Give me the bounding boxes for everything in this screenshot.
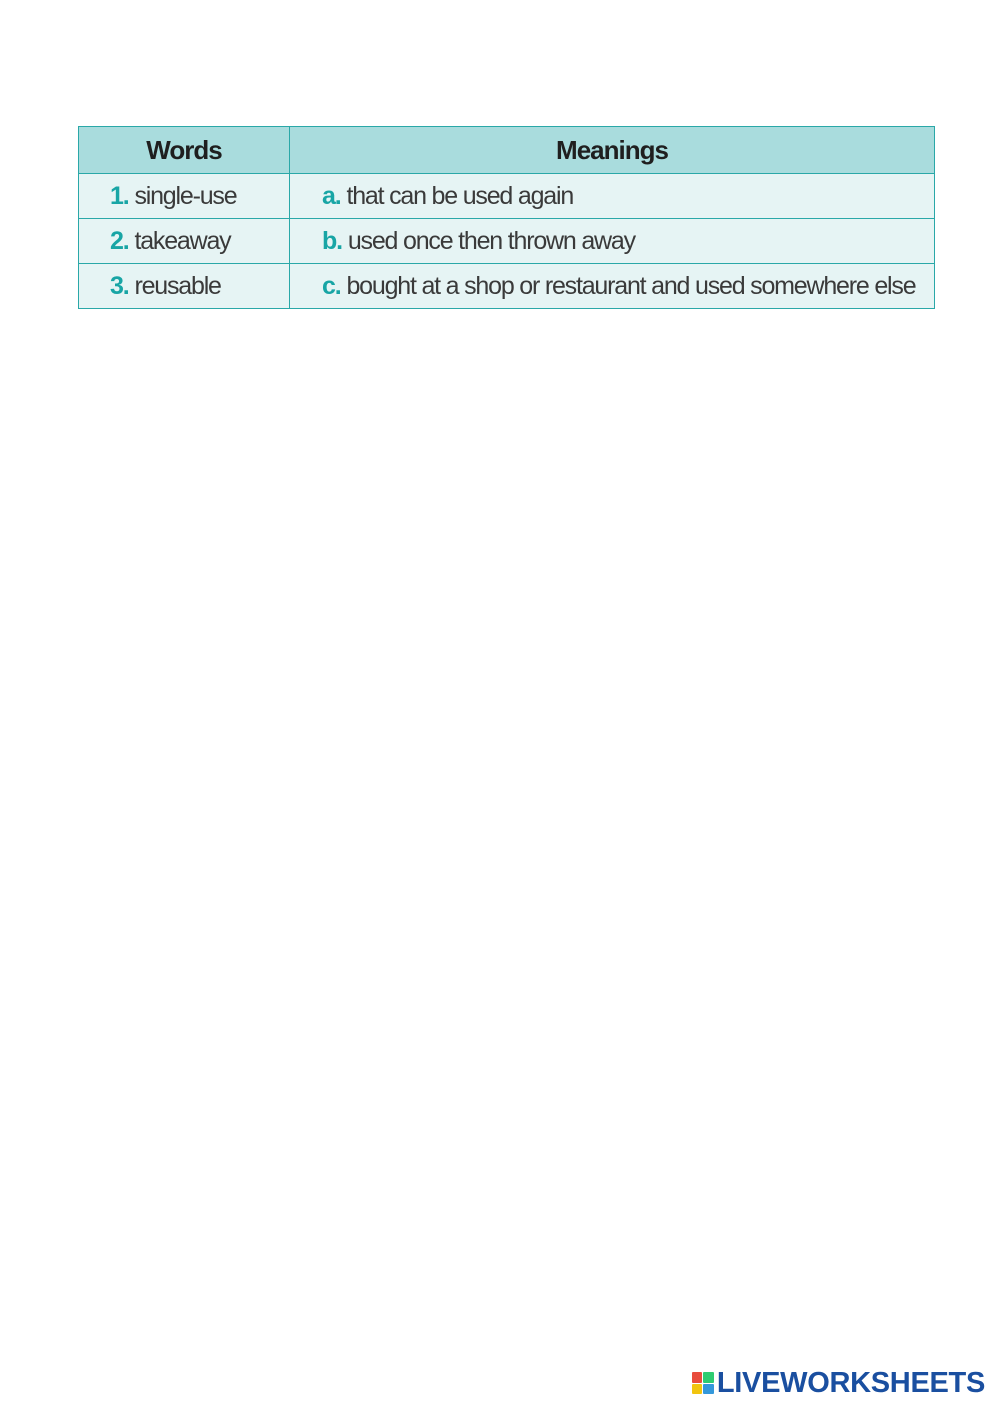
brand-name: LIVEWORKSHEETS (716, 1366, 985, 1399)
word-text: single-use (134, 181, 237, 210)
word-cell (79, 219, 290, 264)
words-column-header: Words (79, 127, 290, 174)
meaning-text: used once then thrown away (347, 226, 635, 255)
word-text: takeaway (134, 226, 231, 255)
liveworksheets-brand (692, 1368, 985, 1398)
meaning-letter: c. (322, 271, 341, 300)
logo-tile (692, 1372, 703, 1383)
word-text: reusable (134, 271, 221, 300)
logo-tile (692, 1384, 703, 1395)
logo-tile (703, 1384, 714, 1395)
table-header-row (79, 127, 935, 174)
table-row (79, 219, 935, 264)
logo-tile (703, 1372, 714, 1383)
meanings-column-header: Meanings (290, 127, 935, 174)
word-cell (79, 264, 290, 309)
meaning-letter: b. (322, 226, 342, 255)
table-row (79, 264, 935, 309)
word-number: 1. (110, 181, 129, 210)
liveworksheets-logo-icon (692, 1372, 714, 1394)
meaning-text: that can be used again (346, 181, 574, 210)
vocabulary-matching-table (78, 126, 935, 309)
meaning-text: bought at a shop or restaurant and used somewhere else (346, 271, 916, 300)
word-number: 3. (110, 271, 129, 300)
meaning-letter: a. (322, 181, 341, 210)
word-cell (79, 174, 290, 219)
meaning-cell (290, 219, 935, 264)
table-row (79, 174, 935, 219)
meaning-cell (290, 174, 935, 219)
word-number: 2. (110, 226, 129, 255)
meaning-cell (290, 264, 935, 309)
